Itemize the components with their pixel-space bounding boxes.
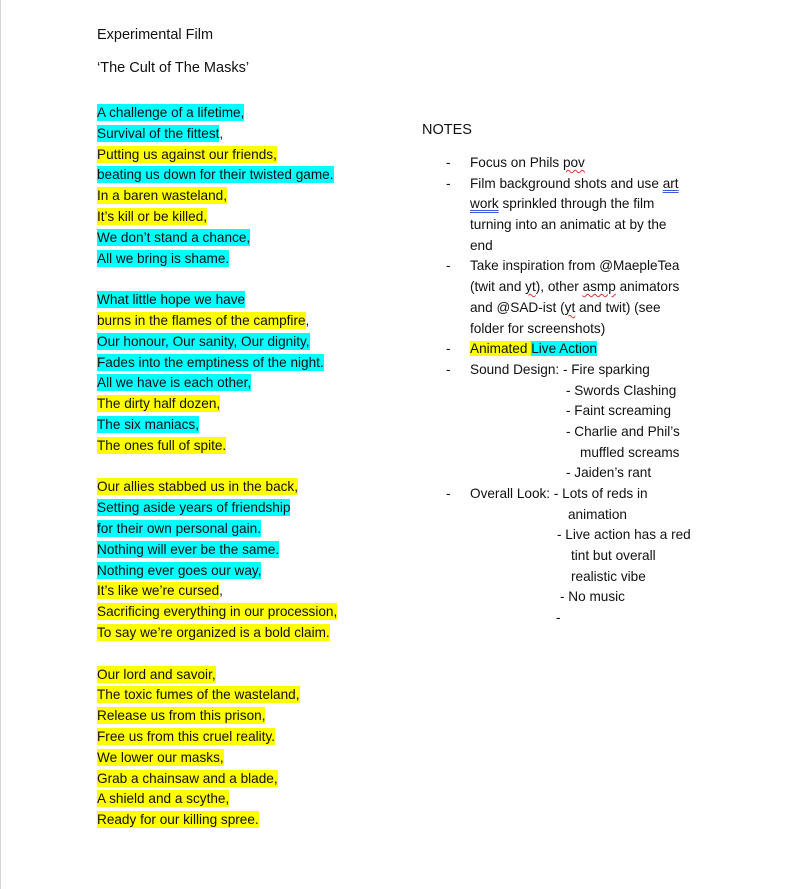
note-text: - No music — [560, 589, 625, 605]
poem-line — [97, 685, 417, 706]
poem-line — [97, 519, 417, 540]
note-continuation — [446, 608, 746, 629]
poem-line — [97, 332, 417, 353]
note-text: Overall Look: - Lots of reds in — [470, 486, 648, 501]
bullet-dash: - — [446, 341, 451, 357]
bullet-dash: - — [446, 258, 451, 274]
misspelled-word[interactable]: yt — [525, 279, 536, 295]
highlighted-text: What little hope we have — [97, 292, 246, 308]
highlighted-text: Ready for our killing spree. — [97, 812, 259, 828]
note-text: tint but overall — [571, 548, 656, 564]
note-item-inspiration — [446, 256, 746, 277]
highlighted-text: All we have is each other, — [97, 375, 252, 391]
note-continuation — [446, 505, 746, 526]
highlighted-text: It’s kill or be killed, — [97, 208, 208, 224]
highlighted-text: Fades into the emptiness of the night. — [97, 354, 324, 370]
poem-line — [97, 810, 417, 831]
note-text: folder for screenshots) — [470, 320, 606, 336]
notes-list — [446, 153, 746, 629]
poem-line — [97, 665, 417, 686]
highlight-animated: Animated — [470, 341, 528, 357]
poem-line — [97, 249, 417, 270]
note-continuation — [446, 401, 746, 422]
poem-line — [97, 311, 417, 332]
highlighted-text: Our allies stabbed us in the back, — [97, 479, 298, 495]
highlighted-text: We don’t stand a chance, — [97, 229, 251, 245]
note-text: and twit) (see — [575, 299, 661, 315]
note-continuation — [446, 443, 746, 464]
highlighted-text: The dirty half dozen, — [97, 396, 221, 412]
poem-line — [97, 769, 417, 790]
grammar-flag[interactable]: art — [662, 175, 679, 191]
note-text: - Charlie and Phil’s — [566, 423, 680, 439]
highlighted-text: In a baren wasteland, — [97, 188, 227, 204]
note-continuation — [446, 215, 746, 236]
bullet-dash: - — [446, 361, 451, 377]
note-text: - Swords Clashing — [566, 382, 677, 398]
highlighted-text: It’s like we’re cursed — [97, 583, 220, 599]
note-item-style — [446, 339, 746, 360]
poem-line — [97, 498, 417, 519]
bullet-dash: - — [446, 486, 451, 501]
poem-line — [97, 373, 417, 394]
poem-column — [97, 103, 417, 831]
poem-line — [97, 623, 417, 644]
note-continuation — [446, 298, 746, 319]
highlighted-text: Release us from this prison, — [97, 708, 266, 724]
note-text: - — [556, 610, 561, 626]
document-subtitle: ‘The Cult of The Masks’ — [97, 60, 250, 76]
poem-line — [97, 124, 417, 145]
poem-line — [97, 581, 417, 602]
poem-line — [97, 186, 417, 207]
bullet-dash: - — [446, 175, 451, 191]
note-text: turning into an animatic at by the — [470, 217, 667, 233]
note-text: ), other — [535, 279, 583, 295]
highlighted-text: We lower our masks, — [97, 749, 224, 765]
highlighted-text: Survival of the fittest — [97, 125, 220, 141]
note-text: animators — [615, 279, 680, 295]
document-title: Experimental Film — [97, 27, 214, 43]
note-continuation — [446, 546, 746, 567]
note-continuation — [446, 525, 746, 546]
highlighted-text: The six maniacs, — [97, 416, 199, 432]
note-continuation — [446, 277, 746, 298]
poem-line — [97, 145, 417, 166]
highlighted-text: Sacrificing everything in our procession, — [97, 604, 338, 620]
highlighted-text: A challenge of a lifetime, — [97, 105, 245, 120]
note-text: end — [470, 237, 493, 253]
note-text: - Jaiden’s rant — [566, 465, 652, 481]
highlighted-text: Putting us against our friends, — [97, 146, 277, 162]
poem-line — [97, 103, 417, 124]
note-text: - Faint screaming — [566, 403, 672, 419]
poem-line — [97, 207, 417, 228]
note-text: (twit and — [470, 279, 526, 295]
highlighted-text: Nothing ever goes our way, — [97, 562, 262, 578]
stanza-gap — [97, 644, 417, 665]
poem-line — [97, 727, 417, 748]
highlighted-text: for their own personal gain. — [97, 520, 261, 536]
highlighted-text: A shield and a scythe, — [97, 791, 230, 807]
note-continuation — [446, 194, 746, 215]
highlighted-text: The ones full of spite. — [97, 437, 227, 453]
highlighted-text: The toxic fumes of the wasteland, — [97, 687, 300, 703]
poem-line-tail: , — [219, 125, 224, 141]
highlighted-text: To say we’re organized is a bold claim. — [97, 624, 330, 640]
note-text: Sound Design: - Fire sparking — [470, 361, 650, 377]
highlighted-text: All we bring is shame. — [97, 250, 230, 266]
highlighted-text: beating us down for their twisted game. — [97, 167, 334, 183]
poem-line — [97, 436, 417, 457]
note-continuation — [446, 422, 746, 443]
poem-line — [97, 561, 417, 582]
poem-line — [97, 602, 417, 623]
note-text: sprinkled through the film — [498, 196, 655, 212]
highlighted-text: Our honour, Our sanity, Our dignity, — [97, 333, 310, 349]
stanza-gap — [97, 457, 417, 478]
note-item-focus — [446, 153, 746, 174]
note-continuation — [446, 381, 746, 402]
poem-line-tail: , — [219, 583, 223, 599]
poem-line — [97, 290, 417, 311]
poem-line — [97, 789, 417, 810]
grammar-flag[interactable]: work — [470, 196, 499, 212]
note-text: Take inspiration from @MaepleTea — [470, 258, 680, 274]
highlight-live-action: Live Action — [531, 341, 597, 357]
note-text: realistic vibe — [571, 568, 646, 584]
stanza-gap — [97, 269, 417, 290]
poem-line — [97, 477, 417, 498]
note-continuation — [446, 319, 746, 340]
misspelled-word[interactable]: pov — [562, 155, 585, 170]
highlighted-text: burns in the flames of the campfire — [97, 312, 306, 328]
note-text: muffled screams — [580, 444, 680, 460]
poem-line — [97, 540, 417, 561]
highlighted-text: Our lord and savoir, — [97, 666, 216, 682]
poem-line-tail: , — [305, 312, 310, 328]
poem-line — [97, 415, 417, 436]
note-item-sound-design — [446, 360, 746, 381]
highlighted-text: Free us from this cruel reality. — [97, 728, 276, 744]
note-text: animation — [568, 506, 627, 522]
poem-line — [97, 706, 417, 727]
bullet-dash: - — [446, 155, 451, 170]
misspelled-word[interactable]: asmp — [582, 279, 616, 295]
highlighted-text: Nothing will ever be the same. — [97, 541, 280, 557]
highlighted-text: Setting aside years of friendship — [97, 500, 291, 516]
note-text: and @SAD-ist ( — [470, 299, 565, 315]
poem-line — [97, 394, 417, 415]
misspelled-word[interactable]: yt — [564, 299, 576, 315]
note-item-background — [446, 174, 746, 195]
note-item-overall-look — [446, 484, 746, 505]
note-continuation — [446, 236, 746, 257]
highlighted-text: Grab a chainsaw and a blade, — [97, 770, 278, 786]
note-text: - Live action has a red — [557, 527, 691, 543]
note-continuation — [446, 463, 746, 484]
note-continuation — [446, 567, 746, 588]
poem-line — [97, 165, 417, 186]
notes-heading: NOTES — [422, 122, 472, 138]
poem-line — [97, 748, 417, 769]
note-text: Film background shots and use — [470, 175, 663, 191]
poem-line — [97, 228, 417, 249]
note-continuation — [446, 587, 746, 608]
poem-line — [97, 353, 417, 374]
note-text: Focus on Phils — [470, 155, 563, 170]
